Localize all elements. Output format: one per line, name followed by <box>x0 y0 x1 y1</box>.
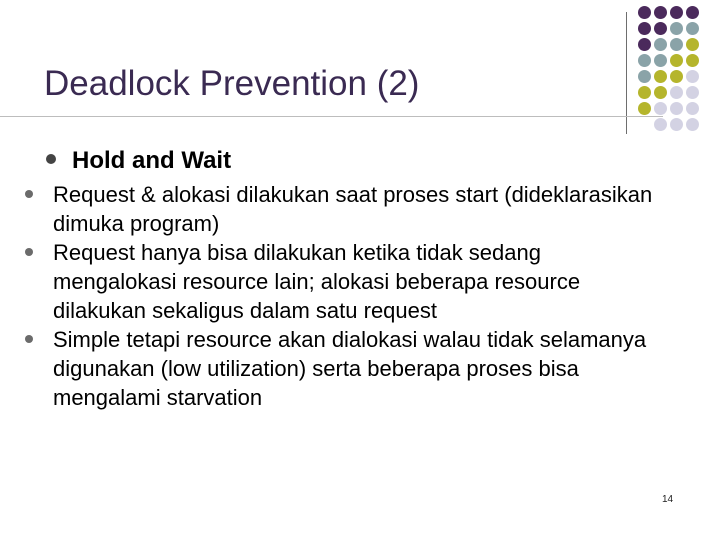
page-number: 14 <box>662 494 674 505</box>
decorative-dot <box>654 38 667 51</box>
sub-bullet-text: Simple tetapi resource akan dialokasi walau tidak selamanya digunakan (low utilization) serta beberapa proses bisa mengalami starvation <box>53 327 647 410</box>
decorative-dot <box>638 86 651 99</box>
decorative-dot <box>654 86 667 99</box>
decorative-dot <box>686 102 699 115</box>
decorative-dot <box>686 38 699 51</box>
heading-text: Hold and Wait <box>72 147 232 174</box>
decorative-dot <box>638 102 651 115</box>
bullet-icon <box>25 190 33 198</box>
slide-title: Deadlock Prevention (2) <box>44 64 420 103</box>
heading-item <box>46 143 696 179</box>
decorative-dot <box>686 86 699 99</box>
content-area <box>46 143 696 179</box>
bullet-icon <box>25 248 33 256</box>
decorative-dot <box>654 54 667 67</box>
decorative-dot <box>654 102 667 115</box>
sub-bullet-item <box>53 180 653 238</box>
decorative-dot <box>638 54 651 67</box>
decorative-dot <box>638 22 651 35</box>
sub-bullet-item <box>53 325 653 412</box>
decorative-dot <box>686 22 699 35</box>
decorative-dot <box>670 22 683 35</box>
decorative-dot <box>654 22 667 35</box>
sub-bullet-text: Request hanya bisa dilakukan ketika tidak sedang mengalokasi resource lain; alokasi beberapa resource dilakukan sekaligus dalam satu request <box>53 240 581 323</box>
decorative-dot <box>686 54 699 67</box>
sub-bullet-text: Request & alokasi dilakukan saat proses start (dideklarasikan dimuka program) <box>53 182 653 236</box>
bullet-icon <box>46 154 56 164</box>
decorative-dot <box>670 118 683 131</box>
decorative-dot <box>670 102 683 115</box>
sub-bullet-item <box>53 238 653 325</box>
bullet-icon <box>25 335 33 343</box>
decorative-dot <box>686 6 699 19</box>
decorative-dot-grid <box>638 10 720 120</box>
title-divider <box>0 116 663 117</box>
decorative-dot <box>638 38 651 51</box>
decorative-dot <box>670 54 683 67</box>
decorative-dot <box>654 70 667 83</box>
decorative-dot <box>638 70 651 83</box>
decorative-dot <box>638 6 651 19</box>
decorative-dot <box>670 38 683 51</box>
sub-bullet-list <box>53 180 653 412</box>
decorative-dot <box>686 70 699 83</box>
decorative-dot <box>670 6 683 19</box>
decorative-dot <box>654 6 667 19</box>
decorative-dot <box>654 118 667 131</box>
decorative-dot <box>670 70 683 83</box>
decorative-dot <box>670 86 683 99</box>
decorative-dot <box>686 118 699 131</box>
